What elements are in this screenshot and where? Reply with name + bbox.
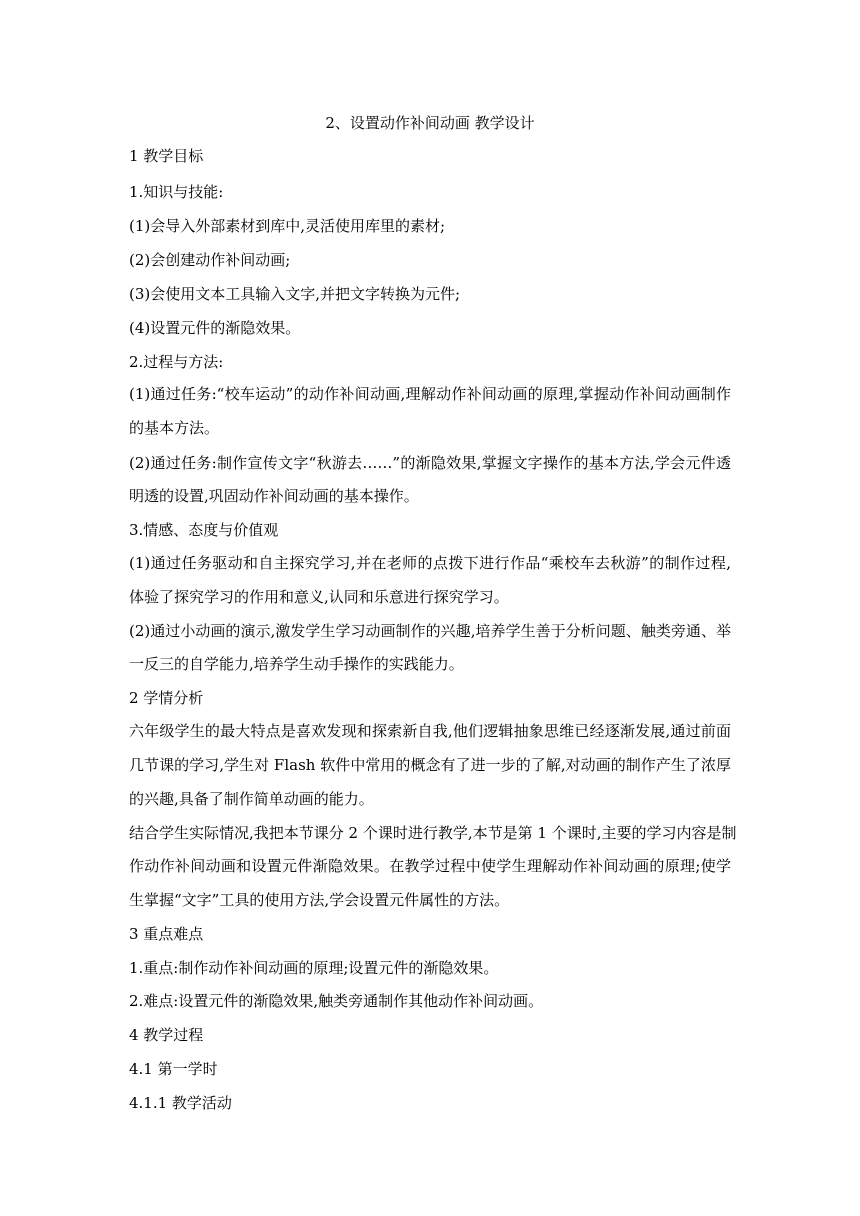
heading-objectives: 1 教学目标	[129, 147, 204, 165]
subheading-process-methods: 2.过程与方法:	[129, 353, 224, 371]
list-item: (1)会导入外部素材到库中,灵活使用库里的素材;	[129, 217, 446, 235]
paragraph-line: 的基本方法。	[129, 419, 220, 437]
list-item: 2.难点:设置元件的渐隐效果,触类旁通制作其他动作补间动画。	[129, 992, 544, 1010]
paragraph-line: (2)通过任务:制作宣传文字“秋游去……”的渐隐效果,掌握文字操作的基本方法,学会元件透	[129, 454, 731, 472]
paragraph-line: (2)通过小动画的演示,激发学生学习动画制作的兴趣,培养学生善于分析问题、触类旁通、举	[129, 622, 731, 640]
list-item: (2)会创建动作补间动画;	[129, 251, 291, 269]
heading-learner-analysis: 2 学情分析	[129, 689, 204, 707]
subheading-knowledge-skills: 1.知识与技能:	[129, 183, 224, 201]
subheading-attitude-values: 3.情感、态度与价值观	[129, 521, 279, 539]
list-item: 1.重点:制作动作补间动画的原理;设置元件的渐隐效果。	[129, 959, 499, 977]
paragraph-line: 体验了探究学习的作用和意义,认同和乐意进行探究学习。	[129, 588, 509, 606]
paragraph-line: (1)通过任务:“校车运动”的动作补间动画,理解动作补间动画的原理,掌握动作补间动画制作	[129, 385, 731, 403]
paragraph-line: 结合学生实际情况,我把本节课分 2 个课时进行教学,本节是第 1 个课时,主要的学习内容是制	[129, 824, 737, 842]
list-item: (4)设置元件的渐隐效果。	[129, 319, 301, 337]
document-title: 2、设置动作补间动画 教学设计	[325, 114, 535, 132]
paragraph-line: 六年级学生的最大特点是喜欢发现和探索新自我,他们逻辑抽象思维已经逐渐发展,通过前面	[129, 722, 731, 740]
paragraph-line: 明透的设置,巩固动作补间动画的基本操作。	[129, 487, 419, 505]
subheading-teaching-activities: 4.1.1 教学活动	[129, 1094, 232, 1112]
subheading-first-period: 4.1 第一学时	[129, 1060, 218, 1078]
list-item: (3)会使用文本工具输入文字,并把文字转换为元件;	[129, 285, 461, 303]
heading-teaching-process: 4 教学过程	[129, 1026, 204, 1044]
paragraph-line: 生掌握“文字”工具的使用方法,学会设置元件属性的方法。	[129, 891, 510, 909]
paragraph-line: 几节课的学习,学生对 Flash 软件中常用的概念有了进一步的了解,对动画的制作产生了浓厚	[129, 756, 731, 774]
paragraph-line: 作动作补间动画和设置元件渐隐效果。在教学过程中使学生理解动作补间动画的原理;使学	[129, 857, 731, 875]
paragraph-line: 的兴趣,具备了制作简单动画的能力。	[129, 790, 374, 808]
paragraph-line: (1)通过任务驱动和自主探究学习,并在老师的点拨下进行作品“乘校车去秋游”的制作过程,	[129, 554, 731, 572]
paragraph-line: 一反三的自学能力,培养学生动手操作的实践能力。	[129, 655, 464, 673]
heading-key-points: 3 重点难点	[129, 925, 204, 943]
